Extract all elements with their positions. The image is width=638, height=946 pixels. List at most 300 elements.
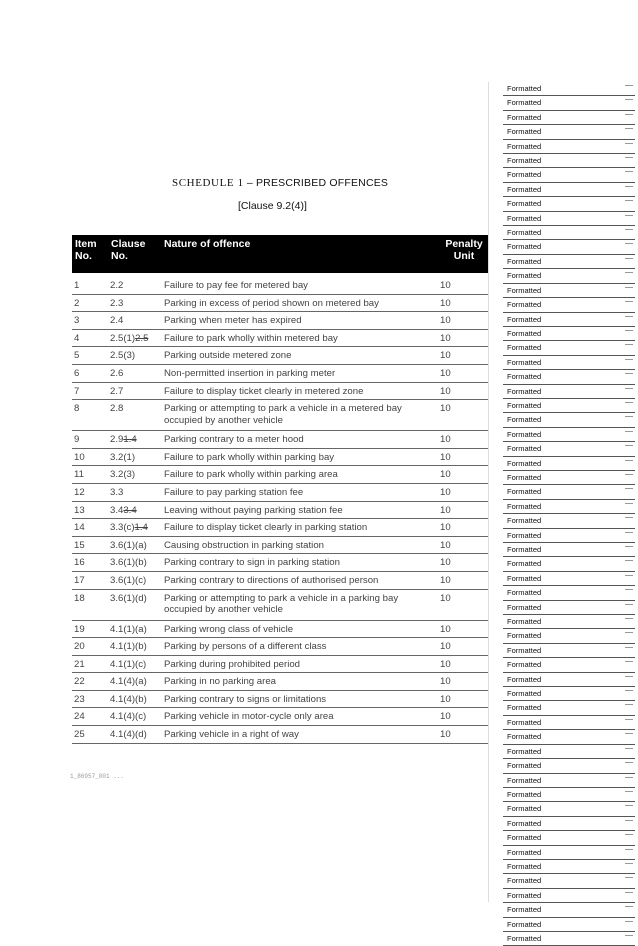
- table-row: [72, 400, 489, 431]
- header-penalty-line2: Unit: [453, 250, 475, 262]
- formatted-label: Formatted: [507, 112, 542, 122]
- document-id: 1_86957_001 ...: [70, 773, 125, 780]
- cell-item-no: 7: [74, 385, 80, 397]
- schedule-title-part1: SCHEDULE 1: [172, 177, 244, 189]
- header-item-line2: No.: [75, 250, 92, 262]
- balloon-connector: [625, 777, 633, 778]
- table-row: [72, 726, 489, 744]
- formatted-label: Formatted: [507, 98, 542, 108]
- formatted-balloon[interactable]: [503, 745, 635, 759]
- formatted-label: Formatted: [507, 732, 542, 742]
- formatted-label: Formatted: [507, 386, 542, 396]
- cell-clause-no: [110, 487, 123, 499]
- formatted-label: Formatted: [507, 271, 542, 281]
- formatted-balloon[interactable]: [503, 543, 635, 557]
- cell-penalty-unit: 10: [440, 504, 451, 516]
- table-header: [72, 235, 489, 273]
- balloon-connector: [625, 719, 633, 720]
- formatted-balloon[interactable]: [503, 298, 635, 312]
- formatted-balloon[interactable]: [503, 111, 635, 125]
- clause-text: 4.1(4)(a): [110, 676, 147, 688]
- table-row: [72, 431, 489, 449]
- balloon-connector: [625, 517, 633, 518]
- table-row: [72, 484, 489, 502]
- cell-item-no: 24: [74, 711, 85, 723]
- formatted-label: Formatted: [507, 328, 542, 338]
- formatted-label: Formatted: [507, 472, 542, 482]
- balloon-connector: [625, 215, 633, 216]
- clause-struck-text: 3.4: [123, 504, 137, 516]
- cell-penalty-unit: 10: [440, 574, 451, 586]
- header-clause-line2: No.: [111, 250, 128, 262]
- cell-item-no: 5: [74, 350, 80, 362]
- balloon-connector: [625, 460, 633, 461]
- balloon-connector: [625, 488, 633, 489]
- cell-item-no: 8: [74, 403, 80, 415]
- cell-penalty-unit: 10: [440, 451, 451, 463]
- table-row: [72, 656, 489, 674]
- cell-penalty-unit: 10: [440, 367, 451, 379]
- formatted-label: Formatted: [507, 228, 542, 238]
- cell-clause-no: [110, 333, 148, 345]
- table-row: [72, 621, 489, 639]
- balloon-connector: [625, 762, 633, 763]
- formatted-balloon[interactable]: [503, 802, 635, 816]
- balloon-connector: [625, 791, 633, 792]
- schedule-title: [172, 177, 412, 189]
- cell-penalty-unit: 10: [440, 486, 451, 498]
- formatted-label: Formatted: [507, 602, 542, 612]
- cell-clause-no: [110, 624, 147, 636]
- formatted-label: Formatted: [507, 674, 542, 684]
- cell-nature-of-offence: Parking or attempting to park a vehicle in a metered bay occupied by another vehicle: [164, 403, 402, 426]
- formatted-balloon[interactable]: [503, 385, 635, 399]
- cell-nature-of-offence: Failure to display ticket clearly in parking station: [164, 522, 368, 534]
- formatted-balloon[interactable]: [503, 644, 635, 658]
- cell-nature-of-offence: Parking during prohibited period: [164, 658, 300, 670]
- cell-item-no: 12: [74, 486, 85, 498]
- formatted-label: Formatted: [507, 545, 542, 554]
- formatted-balloon[interactable]: [503, 125, 635, 139]
- cell-penalty-unit: 10: [440, 729, 451, 741]
- balloon-connector: [625, 474, 633, 475]
- cell-clause-no: [110, 298, 123, 310]
- cell-penalty-unit: 10: [440, 434, 451, 446]
- formatted-balloon[interactable]: [503, 341, 635, 355]
- balloon-connector: [625, 359, 633, 360]
- header-item-no: [75, 238, 97, 262]
- balloon-connector: [625, 114, 633, 115]
- formatted-balloon[interactable]: [503, 788, 635, 802]
- clause-reference: [Clause 9.2(4)]: [238, 200, 307, 212]
- formatted-label: Formatted: [507, 847, 542, 857]
- cell-clause-no: [110, 469, 135, 481]
- cell-item-no: 25: [74, 729, 85, 741]
- balloon-connector: [625, 229, 633, 230]
- cell-nature-of-offence: Parking contrary to directions of authorised person: [164, 574, 379, 586]
- formatted-balloon[interactable]: [503, 759, 635, 773]
- cell-nature-of-offence: Parking or attempting to park a vehicle in a parking bay occupied by another vehicle: [164, 592, 399, 615]
- clause-text: 4.1(4)(b): [110, 693, 147, 705]
- balloon-connector: [625, 661, 633, 662]
- cell-clause-no: [110, 280, 123, 292]
- cell-clause-no: [110, 729, 147, 741]
- cell-penalty-unit: 10: [440, 641, 451, 653]
- formatted-label: Formatted: [507, 458, 542, 468]
- cell-clause-no: [110, 593, 147, 605]
- balloon-connector: [625, 99, 633, 100]
- formatted-label: Formatted: [507, 833, 542, 843]
- cell-nature-of-offence: Causing obstruction in parking station: [164, 539, 324, 551]
- formatted-balloon[interactable]: [503, 586, 635, 600]
- clause-text: 4.1(1)(c): [110, 658, 147, 670]
- formatted-balloon[interactable]: [503, 457, 635, 471]
- formatted-label: Formatted: [507, 256, 542, 266]
- formatted-balloon[interactable]: [503, 82, 635, 96]
- balloon-connector: [625, 863, 633, 864]
- formatted-balloon[interactable]: [503, 730, 635, 744]
- table-row: [72, 466, 489, 484]
- formatted-balloon[interactable]: [503, 154, 635, 168]
- balloon-connector: [625, 647, 633, 648]
- formatted-balloon[interactable]: [503, 889, 635, 903]
- formatted-balloon[interactable]: [503, 817, 635, 831]
- formatted-balloon[interactable]: [503, 284, 635, 298]
- schedule-title-part2: – PRESCRIBED OFFENCES: [243, 177, 389, 189]
- cell-penalty-unit: 10: [440, 592, 451, 604]
- balloon-connector: [625, 330, 633, 331]
- formatted-balloon[interactable]: [503, 774, 635, 788]
- formatted-balloon[interactable]: [503, 701, 635, 715]
- cell-clause-no: [110, 694, 147, 706]
- cell-penalty-unit: 10: [440, 332, 451, 344]
- formatted-balloon[interactable]: [503, 269, 635, 283]
- cell-clause-no: [110, 575, 146, 587]
- formatted-label: Formatted: [507, 199, 542, 209]
- formatted-balloon[interactable]: [503, 240, 635, 254]
- header-clause-line1: Clause: [111, 238, 146, 250]
- cell-clause-no: [110, 711, 146, 723]
- balloon-connector: [625, 243, 633, 244]
- clause-text: 3.6(1)(c): [110, 574, 147, 586]
- formatted-label: Formatted: [507, 717, 542, 727]
- formatted-balloon[interactable]: [503, 399, 635, 413]
- balloon-connector: [625, 935, 633, 936]
- formatted-balloon[interactable]: [503, 716, 635, 730]
- balloon-connector: [625, 200, 633, 201]
- balloon-connector: [625, 704, 633, 705]
- cell-item-no: 4: [74, 332, 80, 344]
- cell-item-no: 6: [74, 367, 80, 379]
- balloon-connector: [625, 892, 633, 893]
- formatted-label: Formatted: [507, 429, 542, 439]
- cell-nature-of-offence: Parking outside metered zone: [164, 350, 292, 362]
- formatted-label: Formatted: [507, 213, 542, 223]
- formatted-balloon[interactable]: [503, 485, 635, 499]
- table-row: [72, 691, 489, 709]
- formatted-label: Formatted: [507, 775, 542, 785]
- clause-text: 3.4: [110, 504, 124, 516]
- cell-item-no: 21: [74, 658, 85, 670]
- cell-item-no: 10: [74, 451, 85, 463]
- formatted-balloon[interactable]: [503, 874, 635, 888]
- formatted-balloon[interactable]: [503, 601, 635, 615]
- formatted-balloon[interactable]: [503, 356, 635, 370]
- cell-item-no: 18: [74, 592, 85, 604]
- formatted-label: Formatted: [507, 919, 542, 929]
- formatted-balloon[interactable]: [503, 183, 635, 197]
- balloon-connector: [625, 416, 633, 417]
- balloon-connector: [625, 388, 633, 389]
- cell-clause-no: [110, 641, 147, 653]
- formatted-label: Formatted: [507, 372, 542, 382]
- formatted-balloon[interactable]: [503, 140, 635, 154]
- header-item-line1: Item: [75, 238, 97, 250]
- clause-text: 4.1(4)(c): [110, 711, 147, 723]
- balloon-connector: [625, 186, 633, 187]
- formatted-label: Formatted: [507, 84, 542, 93]
- clause-text: 2.8: [110, 403, 124, 415]
- table-row: [72, 519, 489, 537]
- cell-penalty-unit: 10: [440, 385, 451, 397]
- balloon-connector: [625, 849, 633, 850]
- cell-penalty-unit: 10: [440, 693, 451, 705]
- table-row: [72, 347, 489, 365]
- table-row: [72, 383, 489, 401]
- formatted-label: Formatted: [507, 530, 542, 540]
- formatted-balloon[interactable]: [503, 226, 635, 240]
- clause-text: 4.1(1)(a): [110, 623, 147, 635]
- clause-text: 2.3: [110, 297, 124, 309]
- formatted-balloon[interactable]: [503, 471, 635, 485]
- header-penalty-unit: [442, 238, 486, 262]
- formatted-balloon[interactable]: [503, 615, 635, 629]
- formatted-balloon[interactable]: [503, 673, 635, 687]
- balloon-connector: [625, 272, 633, 273]
- balloon-connector: [625, 373, 633, 374]
- formatted-label: Formatted: [507, 559, 542, 569]
- balloon-connector: [625, 877, 633, 878]
- formatted-balloon[interactable]: [503, 903, 635, 917]
- formatted-label: Formatted: [507, 689, 542, 699]
- cell-nature-of-offence: Leaving without paying parking station fee: [164, 504, 343, 516]
- formatted-balloon[interactable]: [503, 514, 635, 528]
- formatted-label: Formatted: [507, 905, 542, 915]
- formatted-label: Formatted: [507, 761, 542, 771]
- cell-item-no: 3: [74, 315, 80, 327]
- formatted-balloon[interactable]: [503, 846, 635, 860]
- formatting-margin: [503, 82, 635, 946]
- balloon-connector: [625, 85, 633, 86]
- balloon-connector: [625, 171, 633, 172]
- formatted-balloon[interactable]: [503, 442, 635, 456]
- table-row: [72, 502, 489, 520]
- formatted-balloon[interactable]: [503, 860, 635, 874]
- balloon-connector: [625, 805, 633, 806]
- formatted-balloon[interactable]: [503, 370, 635, 384]
- table-row: [72, 572, 489, 590]
- formatted-balloon[interactable]: [503, 831, 635, 845]
- formatted-balloon[interactable]: [503, 687, 635, 701]
- cell-clause-no: [110, 557, 147, 569]
- formatted-balloon[interactable]: [503, 658, 635, 672]
- cell-item-no: 23: [74, 693, 85, 705]
- formatted-balloon[interactable]: [503, 500, 635, 514]
- formatted-label: Formatted: [507, 861, 542, 871]
- formatted-balloon[interactable]: [503, 629, 635, 643]
- formatted-label: Formatted: [507, 588, 542, 598]
- table-body: [72, 277, 489, 744]
- cell-clause-no: [110, 452, 135, 464]
- clause-text: 2.4: [110, 315, 124, 327]
- balloon-connector: [625, 733, 633, 734]
- balloon-connector: [625, 589, 633, 590]
- cell-item-no: 9: [74, 434, 80, 446]
- cell-item-no: 17: [74, 574, 85, 586]
- formatted-balloon[interactable]: [503, 255, 635, 269]
- formatted-label: Formatted: [507, 703, 542, 713]
- cell-nature-of-offence: Parking by persons of a different class: [164, 641, 327, 653]
- cell-nature-of-offence: Parking contrary to a meter hood: [164, 434, 304, 446]
- formatted-balloon[interactable]: [503, 197, 635, 211]
- balloon-connector: [625, 258, 633, 259]
- balloon-connector: [625, 301, 633, 302]
- formatted-label: Formatted: [507, 415, 542, 425]
- cell-item-no: 20: [74, 641, 85, 653]
- balloon-connector: [625, 604, 633, 605]
- clause-text: 3.3: [110, 486, 124, 498]
- formatted-label: Formatted: [507, 804, 542, 814]
- table-row: [72, 277, 489, 295]
- formatted-balloon[interactable]: [503, 168, 635, 182]
- formatted-label: Formatted: [507, 501, 542, 511]
- table-row: [72, 330, 489, 348]
- table-row: [72, 449, 489, 467]
- header-nature: Nature of offence: [164, 238, 251, 250]
- cell-penalty-unit: 10: [440, 315, 451, 327]
- cell-nature-of-offence: Parking vehicle in motor-cycle only area: [164, 711, 334, 723]
- table-row: [72, 537, 489, 555]
- cell-penalty-unit: 10: [440, 522, 451, 534]
- clause-text: 4.1(1)(b): [110, 641, 147, 653]
- cell-nature-of-offence: Non-permitted insertion in parking meter: [164, 367, 336, 379]
- formatted-balloon[interactable]: [503, 428, 635, 442]
- balloon-connector: [625, 820, 633, 821]
- cell-nature-of-offence: Parking in excess of period shown on metered bay: [164, 297, 379, 309]
- balloon-connector: [625, 632, 633, 633]
- cell-clause-no: [110, 659, 146, 671]
- balloon-connector: [625, 921, 633, 922]
- table-row: [72, 708, 489, 726]
- cell-item-no: 14: [74, 522, 85, 534]
- formatted-balloon[interactable]: [503, 918, 635, 932]
- margin-divider: [488, 82, 489, 902]
- cell-penalty-unit: 10: [440, 297, 451, 309]
- cell-item-no: 16: [74, 557, 85, 569]
- cell-clause-no: [110, 350, 135, 362]
- cell-penalty-unit: 10: [440, 676, 451, 688]
- clause-text: 2.5(1): [110, 332, 136, 344]
- formatted-label: Formatted: [507, 444, 542, 454]
- formatted-balloon[interactable]: [503, 96, 635, 110]
- clause-text: 3.6(1)(d): [110, 592, 147, 604]
- formatted-label: Formatted: [507, 631, 542, 641]
- formatted-label: Formatted: [507, 516, 542, 526]
- clause-text: 2.6: [110, 367, 124, 379]
- formatted-balloon[interactable]: [503, 557, 635, 571]
- cell-item-no: 15: [74, 539, 85, 551]
- cell-clause-no: [110, 505, 137, 517]
- formatted-label: Formatted: [507, 789, 542, 799]
- formatted-balloon[interactable]: [503, 932, 635, 946]
- cell-nature-of-offence: Parking contrary to signs or limitations: [164, 693, 327, 705]
- balloon-connector: [625, 834, 633, 835]
- cell-nature-of-offence: Failure to pay parking station fee: [164, 486, 304, 498]
- clause-text: 3.2(3): [110, 469, 136, 481]
- cell-clause-no: [110, 522, 148, 534]
- cell-nature-of-offence: Parking contrary to sign in parking station: [164, 557, 340, 569]
- cell-item-no: 2: [74, 297, 80, 309]
- formatted-balloon[interactable]: [503, 413, 635, 427]
- clause-text: 3.6(1)(a): [110, 539, 147, 551]
- clause-struck-text: 1.4: [134, 522, 148, 534]
- clause-text: 2.9: [110, 434, 124, 446]
- balloon-connector: [625, 344, 633, 345]
- balloon-connector: [625, 676, 633, 677]
- formatted-balloon[interactable]: [503, 327, 635, 341]
- cell-clause-no: [110, 315, 123, 327]
- offences-table: [72, 235, 489, 744]
- formatted-label: Formatted: [507, 645, 542, 655]
- balloon-connector: [625, 503, 633, 504]
- balloon-connector: [625, 128, 633, 129]
- formatted-label: Formatted: [507, 141, 542, 151]
- clause-text: 2.2: [110, 280, 124, 291]
- formatted-balloon[interactable]: [503, 313, 635, 327]
- formatted-label: Formatted: [507, 184, 542, 194]
- table-row: [72, 673, 489, 691]
- formatted-label: Formatted: [507, 660, 542, 670]
- cell-item-no: 1: [74, 280, 80, 291]
- clause-text: 3.3(c): [110, 522, 135, 534]
- balloon-connector: [625, 445, 633, 446]
- cell-penalty-unit: 10: [440, 280, 451, 291]
- formatted-balloon[interactable]: [503, 529, 635, 543]
- cell-nature-of-offence: Failure to park wholly within parking bay: [164, 451, 335, 463]
- formatted-balloon[interactable]: [503, 212, 635, 226]
- balloon-connector: [625, 157, 633, 158]
- balloon-connector: [625, 143, 633, 144]
- table-row: [72, 312, 489, 330]
- formatted-label: Formatted: [507, 300, 542, 310]
- formatted-label: Formatted: [507, 746, 542, 756]
- formatted-label: Formatted: [507, 617, 542, 627]
- balloon-connector: [625, 618, 633, 619]
- balloon-connector: [625, 431, 633, 432]
- cell-penalty-unit: 10: [440, 403, 451, 415]
- balloon-connector: [625, 906, 633, 907]
- balloon-connector: [625, 316, 633, 317]
- formatted-balloon[interactable]: [503, 572, 635, 586]
- cell-clause-no: [110, 676, 147, 688]
- cell-nature-of-offence: Failure to display ticket clearly in metered zone: [164, 385, 364, 397]
- cell-penalty-unit: 10: [440, 658, 451, 670]
- formatted-label: Formatted: [507, 890, 542, 900]
- cell-nature-of-offence: Failure to park wholly within metered bay: [164, 332, 338, 344]
- table-row: [72, 365, 489, 383]
- balloon-connector: [625, 575, 633, 576]
- balloon-connector: [625, 690, 633, 691]
